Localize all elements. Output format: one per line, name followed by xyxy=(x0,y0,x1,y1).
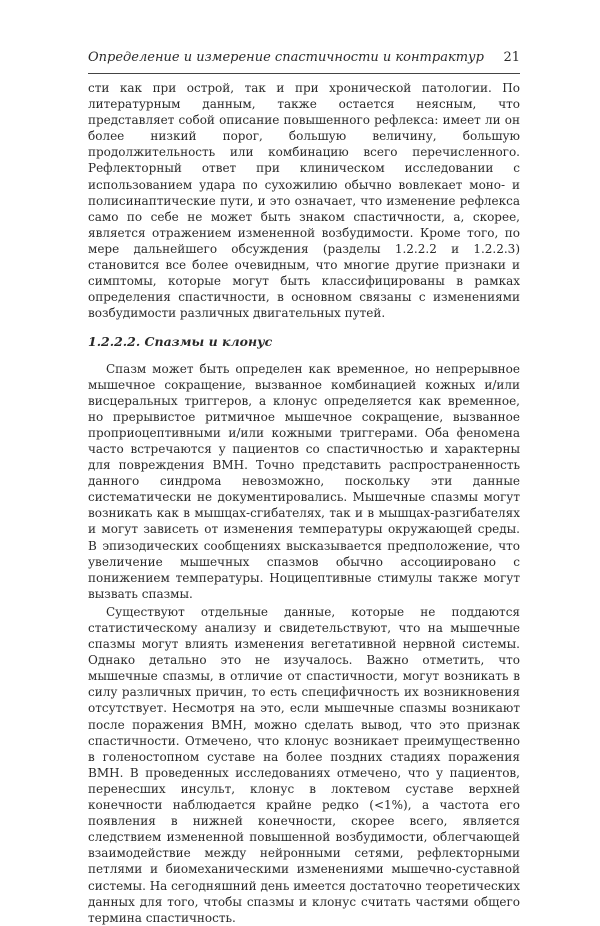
header-rule xyxy=(88,73,520,74)
paragraph-spasms: Спазм может быть определен как временное, но непрерывное мышечное сокращение, вызванное комбинацией кожных и/или висцеральных триггеров, а клонус определяется как временное, но прерывистое ритмичное мышечное сокращение, вызванное проприоцептивными и/или кожными триггерами. Оба феномена часто встречаются у пациентов со спастичностью и характерны для повреждения ВМН. Точно представить распространенность данного синдрома невозможно, поскольку эти данные систематически не документировались. Мышечные спазмы могут возникать как в мышцах-сгибателях, так и в мышцах-разгибателях и могут зависеть от изменения температуры окружающей среды. В эпизодических сообщениях высказывается предположение, что увеличение мышечных спазмов обычно ассоциировано с понижением температуры. Ноцицептивные стимулы также могут вызвать спазмы. xyxy=(88,361,520,601)
running-head-title: Определение и измерение спастичности и контрактур xyxy=(88,50,484,65)
body-text xyxy=(88,80,520,926)
spacer xyxy=(88,321,520,334)
running-header xyxy=(88,50,520,68)
spacer xyxy=(88,351,520,361)
section-heading: 1.2.2.2. Спазмы и клонус xyxy=(88,334,273,350)
paragraph-clonus: Существуют отдельные данные, которые не поддаются статистическому анализу и свидетельствуют, что на мышечные спазмы могут влиять изменения вегетативной нервной системы. Однако детально это не изучалось. Важно отметить, что мышечные спазмы, в отличие от спастичности, могут возникать в силу различных причин, то есть специфичность их возникновения отсутствует. Несмотря на это, если мышечные спазмы возникают после поражения ВМН, можно сделать вывод, что это признак спастичности. Отмечено, что клонус возникает преимущественно в голеностопном суставе на более поздних стадиях поражения ВМН. В проведенных исследованиях отмечено, что у пациентов, перенесших инсульт, клонус в локтевом суставе верхней конечности наблюдается крайне редко (<1%), а частота его появления в нижней конечности, скорее всего, является следствием измененной повышенной возбудимости, облегчающей взаимодействие между нейронными сетями, рефлекторными петлями и биомеханическими изменениями мышечно-суставной системы. На сегодняшний день имеется достаточно теоретических данных для того, чтобы спазмы и клонус считать частями общего термина спастичность. xyxy=(88,604,520,925)
paragraph-continuation: сти как при острой, так и при хронической патологии. По литературным данным, также остается неясным, что представляет собой описание повышенного рефлекса: имеет ли он более низкий порог, большую величину, большую продолжительность или комбинацию всего перечисленного. Рефлекторный ответ при клиническом исследовании с использованием удара по сухожилию обычно вовлекает моно- и полисинаптические пути, и это означает, что изменение рефлекса само по себе не может быть знаком спастичности, а, скорее, является отражением измененной возбудимости. Кроме того, по мере дальнейшего обсуждения (разделы 1.2.2.2 и 1.2.2.3) становится все более очевидным, что многие другие признаки и симптомы, которые могут быть классифицированы в рамках определения спастичности, в основном связаны с изменениями возбудимости различных двигательных путей. xyxy=(88,81,520,321)
page-number: 21 xyxy=(503,50,520,65)
